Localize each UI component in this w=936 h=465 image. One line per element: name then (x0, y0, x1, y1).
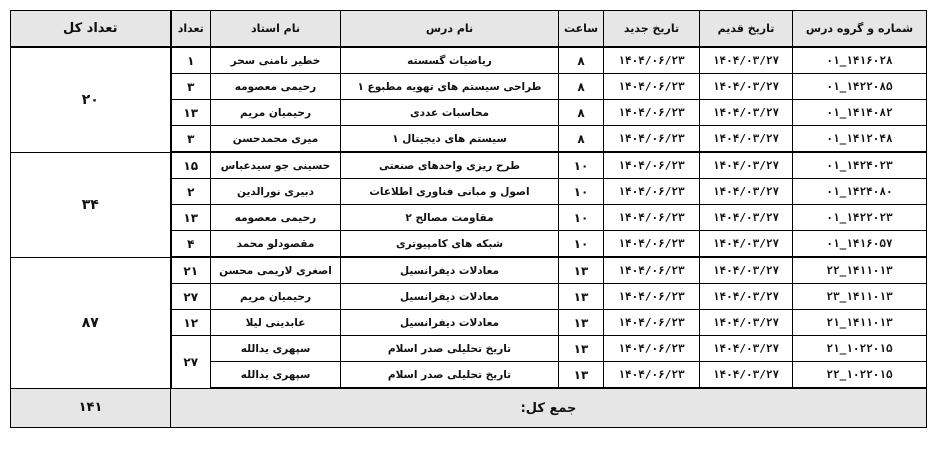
header-code: شماره و گروه درس (793, 11, 927, 48)
old-date-cell: ۱۴۰۴/۰۳/۲۷ (700, 126, 793, 153)
new-date-cell: ۱۴۰۴/۰۶/۲۳ (604, 179, 700, 205)
header-count: تعداد (171, 11, 211, 48)
teacher-name-cell: مقصودلو محمد (211, 231, 341, 258)
new-date-cell: ۱۴۰۴/۰۶/۲۳ (604, 336, 700, 362)
course-name-cell: تاریخ تحلیلی صدر اسلام (341, 336, 559, 362)
teacher-name-cell: حسینی جو سیدعباس (211, 152, 341, 179)
student-count-cell: ۱۲ (171, 310, 211, 336)
new-date-cell: ۱۴۰۴/۰۶/۲۳ (604, 152, 700, 179)
teacher-name-cell: سپهری یدالله (211, 336, 341, 362)
table-row (11, 47, 927, 74)
header-total: تعداد کل (11, 11, 171, 48)
course-code-cell: ۱۴۱۲۰۴۸_۰۱ (793, 126, 927, 153)
new-date-cell: ۱۴۰۴/۰۶/۲۳ (604, 205, 700, 231)
grand-total-label: جمع کل: (171, 388, 927, 428)
course-code-cell: ۱۰۲۲۰۱۵_۲۱ (793, 336, 927, 362)
course-code-cell: ۱۴۲۲۰۸۵_۰۱ (793, 74, 927, 100)
course-name-cell: سیستم های دیجیتال ۱ (341, 126, 559, 153)
exam-schedule (10, 10, 927, 428)
old-date-cell: ۱۴۰۴/۰۳/۲۷ (700, 179, 793, 205)
course-name-cell: طرح ریزی واحدهای صنعتی (341, 152, 559, 179)
new-date-cell: ۱۴۰۴/۰۶/۲۳ (604, 257, 700, 284)
header-teacher: نام استاد (211, 11, 341, 48)
new-date-cell: ۱۴۰۴/۰۶/۲۳ (604, 100, 700, 126)
grand-total-value: ۱۴۱ (11, 388, 171, 428)
teacher-name-cell: میری محمدحسن (211, 126, 341, 153)
course-code-cell: ۱۴۲۲۰۲۳_۰۱ (793, 205, 927, 231)
course-name-cell: ریاضیات گسسته (341, 47, 559, 74)
course-name-cell: شبکه های کامپیوتری (341, 231, 559, 258)
course-code-cell: ۱۴۲۴۰۲۳_۰۱ (793, 152, 927, 179)
exam-schedule-table (10, 10, 927, 428)
course-name-cell: معادلات دیفرانسیل (341, 284, 559, 310)
header-old-date: تاریخ قدیم (700, 11, 793, 48)
header-new-date: تاریخ جدید (604, 11, 700, 48)
student-count-cell: ۴ (171, 231, 211, 258)
old-date-cell: ۱۴۰۴/۰۳/۲۷ (700, 74, 793, 100)
new-date-cell: ۱۴۰۴/۰۶/۲۳ (604, 310, 700, 336)
hour-cell: ۱۳ (559, 336, 604, 362)
new-date-cell: ۱۴۰۴/۰۶/۲۳ (604, 47, 700, 74)
old-date-cell: ۱۴۰۴/۰۳/۲۷ (700, 205, 793, 231)
student-count-cell: ۱۳ (171, 100, 211, 126)
new-date-cell: ۱۴۰۴/۰۶/۲۳ (604, 74, 700, 100)
hour-cell: ۱۳ (559, 310, 604, 336)
header-course: نام درس (341, 11, 559, 48)
teacher-name-cell: رحیمیان مریم (211, 100, 341, 126)
course-name-cell: تاریخ تحلیلی صدر اسلام (341, 362, 559, 389)
table-row (11, 257, 927, 284)
hour-cell: ۱۰ (559, 231, 604, 258)
course-code-cell: ۱۴۱۶۰۵۷_۰۱ (793, 231, 927, 258)
hour-cell: ۱۰ (559, 205, 604, 231)
hour-cell: ۱۳ (559, 257, 604, 284)
student-count-cell: ۲۱ (171, 257, 211, 284)
old-date-cell: ۱۴۰۴/۰۳/۲۷ (700, 284, 793, 310)
course-code-cell: ۱۰۲۲۰۱۵_۲۲ (793, 362, 927, 389)
new-date-cell: ۱۴۰۴/۰۶/۲۳ (604, 284, 700, 310)
teacher-name-cell: رحیمی معصومه (211, 205, 341, 231)
group-total-cell: ۸۷ (11, 257, 171, 388)
course-name-cell: معادلات دیفرانسیل (341, 310, 559, 336)
group-total-cell: ۲۰ (11, 47, 171, 152)
course-code-cell: ۱۴۱۱۰۱۳_۲۳ (793, 284, 927, 310)
course-code-cell: ۱۴۲۴۰۸۰_۰۱ (793, 179, 927, 205)
teacher-name-cell: خطیر نامنی سحر (211, 47, 341, 74)
table-row (11, 152, 927, 179)
old-date-cell: ۱۴۰۴/۰۳/۲۷ (700, 362, 793, 389)
summary-row (11, 388, 927, 428)
header-row (11, 11, 927, 48)
teacher-name-cell: اصغری لاریمی محسن (211, 257, 341, 284)
teacher-name-cell: دبیری نورالدین (211, 179, 341, 205)
hour-cell: ۸ (559, 47, 604, 74)
new-date-cell: ۱۴۰۴/۰۶/۲۳ (604, 362, 700, 389)
course-name-cell: طراحی سیستم های تهویه مطبوع ۱ (341, 74, 559, 100)
old-date-cell: ۱۴۰۴/۰۳/۲۷ (700, 47, 793, 74)
student-count-cell: ۱۵ (171, 152, 211, 179)
student-count-cell: ۱ (171, 47, 211, 74)
student-count-cell: ۱۳ (171, 205, 211, 231)
hour-cell: ۸ (559, 100, 604, 126)
old-date-cell: ۱۴۰۴/۰۳/۲۷ (700, 336, 793, 362)
hour-cell: ۱۳ (559, 362, 604, 389)
teacher-name-cell: رحیمیان مریم (211, 284, 341, 310)
student-count-cell: ۲۷ (171, 284, 211, 310)
student-count-cell: ۲ (171, 179, 211, 205)
hour-cell: ۱۳ (559, 284, 604, 310)
course-code-cell: ۱۴۱۱۰۱۳_۲۱ (793, 310, 927, 336)
student-count-cell: ۲۷ (171, 336, 211, 389)
course-code-cell: ۱۴۱۶۰۲۸_۰۱ (793, 47, 927, 74)
old-date-cell: ۱۴۰۴/۰۳/۲۷ (700, 310, 793, 336)
old-date-cell: ۱۴۰۴/۰۳/۲۷ (700, 231, 793, 258)
student-count-cell: ۳ (171, 74, 211, 100)
teacher-name-cell: عابدینی لیلا (211, 310, 341, 336)
hour-cell: ۸ (559, 126, 604, 153)
group-total-cell: ۳۴ (11, 152, 171, 257)
course-name-cell: مقاومت مصالح ۲ (341, 205, 559, 231)
student-count-cell: ۳ (171, 126, 211, 153)
course-name-cell: معادلات دیفرانسیل (341, 257, 559, 284)
course-name-cell: محاسبات عددی (341, 100, 559, 126)
table-body (11, 47, 927, 428)
hour-cell: ۸ (559, 74, 604, 100)
teacher-name-cell: سپهری یدالله (211, 362, 341, 389)
hour-cell: ۱۰ (559, 152, 604, 179)
old-date-cell: ۱۴۰۴/۰۳/۲۷ (700, 257, 793, 284)
old-date-cell: ۱۴۰۴/۰۳/۲۷ (700, 152, 793, 179)
new-date-cell: ۱۴۰۴/۰۶/۲۳ (604, 126, 700, 153)
teacher-name-cell: رحیمی معصومه (211, 74, 341, 100)
hour-cell: ۱۰ (559, 179, 604, 205)
header-hour: ساعت (559, 11, 604, 48)
course-code-cell: ۱۴۱۱۰۱۳_۲۲ (793, 257, 927, 284)
old-date-cell: ۱۴۰۴/۰۳/۲۷ (700, 100, 793, 126)
new-date-cell: ۱۴۰۴/۰۶/۲۳ (604, 231, 700, 258)
course-code-cell: ۱۴۱۴۰۸۲_۰۱ (793, 100, 927, 126)
course-name-cell: اصول و مبانی فناوری اطلاعات (341, 179, 559, 205)
